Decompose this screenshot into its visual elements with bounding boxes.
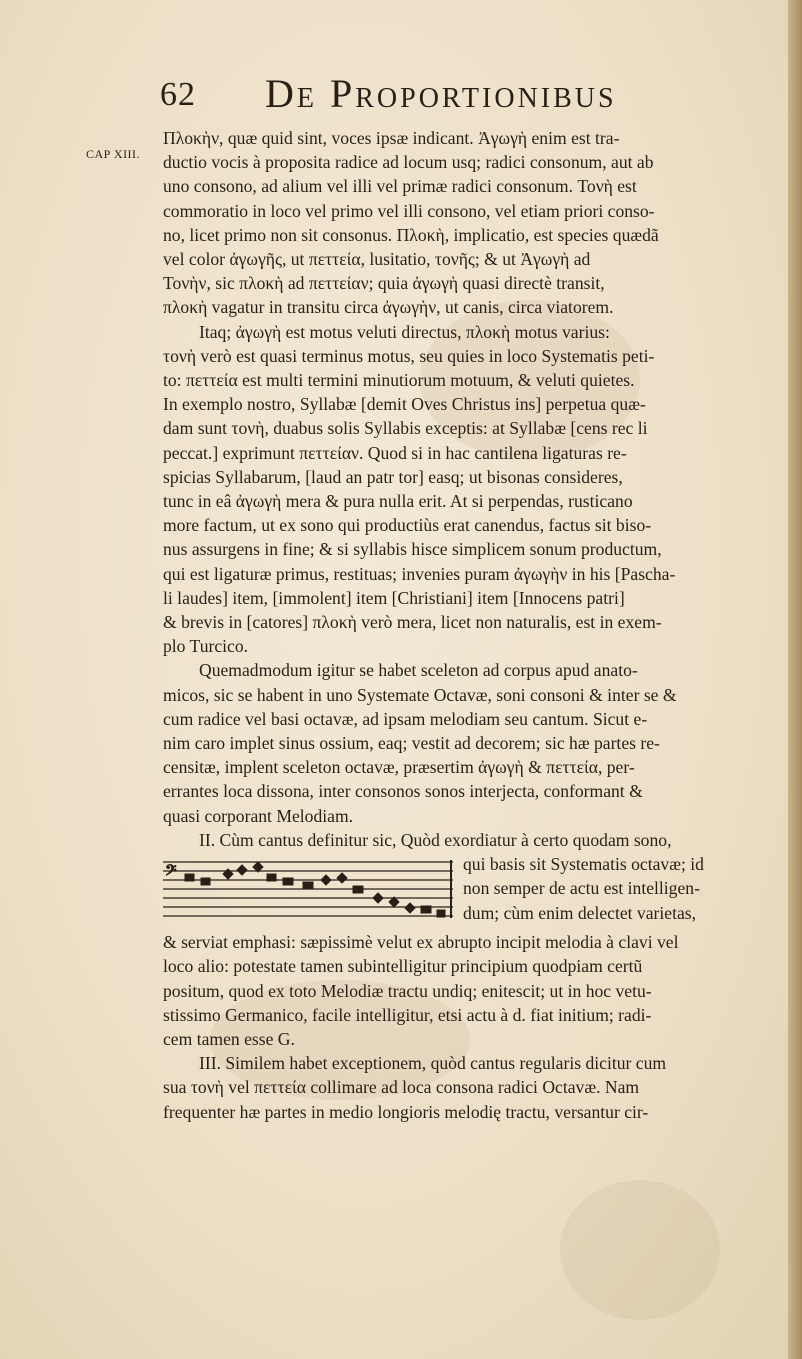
paragraphs-after-music	[163, 930, 768, 1124]
text-line: tunc in eâ ἀγωγὴ mera & pura nulla erit. At si perpendas, rusticano	[163, 491, 633, 512]
text-line: nus assurgens in fine; & si syllabis hisce simplicem sonum productum,	[163, 539, 662, 560]
text-line: li laudes] item, [immolent] item [Christiani] item [Innocens patri]	[163, 587, 625, 608]
text-line: censitæ, implent sceleton octavæ, præsertim ἀγωγὴ & πεττεία, per-	[163, 757, 635, 778]
paper-stain	[560, 1180, 720, 1320]
text-line: to: πεττεία est multi termini minutiorum motuum, & veluti quietes.	[163, 370, 635, 391]
text-line: ductio vocis à proposita radice ad locum usq; radici consonum, aut ab	[163, 152, 654, 173]
text-line: Quemadmodum igitur se habet sceleton ad corpus apud anato-	[199, 660, 638, 681]
music-example-row	[163, 852, 768, 930]
paragraph	[163, 320, 768, 659]
clef-glyph: 𝄢	[165, 862, 177, 884]
text-line: qui est ligaturæ primus, restituas; invenies puram ἀγωγὴν in his [Pascha-	[163, 563, 676, 584]
paragraph	[163, 930, 768, 1051]
text-line: more factum, ut ex sono qui productiùs erat canendus, factus sit biso-	[163, 515, 652, 536]
text-line: qui basis sit Systematis octavæ; id	[463, 854, 704, 875]
paragraph	[163, 828, 768, 852]
text-line: cum radice vel basi octavæ, ad ipsam melodiam seu cantum. Sicut e-	[163, 708, 648, 729]
text-line: III. Similem habet exceptionem, quòd cantus regularis dicitur cum	[199, 1053, 667, 1074]
text-line: errantes loca dissona, inter consonos sonos interjecta, conformant &	[163, 781, 643, 802]
text-line: spicias Syllabarum, [laud an patr tor] easq; ut bisonas consideres,	[163, 466, 623, 487]
text-line: commoratio in loco vel primo vel illi consono, vel etiam priori conso-	[163, 200, 655, 221]
paragraph	[163, 658, 768, 827]
text-line: Τονὴν, sic πλοκὴ ad πεττείαν; quia ἀγωγὴ quasi directè transit,	[163, 273, 605, 294]
chapter-marginal-label: CAP XIII.	[86, 147, 141, 161]
page-number: 62	[160, 76, 196, 113]
page-header	[160, 68, 720, 118]
text-line: no, licet primo non sit consonus. Πλοκὴ, implicatio, est species quædã	[163, 224, 659, 245]
music-staff-figure	[163, 856, 453, 920]
paragraph	[163, 126, 768, 320]
page-edge-shadow	[788, 0, 802, 1359]
body-text	[163, 126, 768, 1124]
text-line: peccat.] exprimunt πεττείαν. Quod si in hac cantilena ligaturas re-	[163, 442, 627, 463]
text-line: & brevis in [catores] πλοκὴ verò mera, licet non naturalis, est in exem-	[163, 612, 662, 633]
text-line: II. Cùm cantus definitur sic, Quòd exordiatur à certo quodam sono,	[199, 829, 672, 850]
text-line: nim caro implet sinus ossium, eaq; vestit ad decorem; sic hæ partes re-	[163, 733, 660, 754]
text-line: sua τονὴ vel πεττεία collimare ad loca consona radici Octavæ. Nam	[163, 1077, 640, 1098]
running-title: De Proportionibus	[265, 71, 617, 116]
text-line: loco alio: potestate tamen subintelligitur principium quodpiam certũ	[163, 956, 643, 977]
text-line: frequenter hæ partes in medio longioris melodię tractu, versantur cir-	[163, 1101, 649, 1122]
text-line: τονὴ verò est quasi terminus motus, seu quies in loco Systematis peti-	[163, 345, 655, 366]
text-line: plo Turcico.	[163, 636, 249, 657]
text-line: Itaq; ἀγωγὴ est motus veluti directus, πλοκὴ motus varius:	[199, 321, 610, 342]
text-line: positum, quod ex toto Melodiæ tractu undiq; enitescit; ut in hoc vetu-	[163, 980, 652, 1001]
text-line: vel color ἀγωγῆς, ut πεττεία, lusitatio, τονῆς; & ut Ἀγωγὴ ad	[163, 249, 591, 270]
text-line: micos, sic se habent in uno Systemate Octavæ, soni consoni & inter se &	[163, 684, 677, 705]
music-side-text	[463, 852, 768, 925]
text-line: cem tamen esse G.	[163, 1028, 295, 1049]
text-line: πλοκὴ vagatur in transitu circa ἀγωγὴν, ut canis, circa viatorem.	[163, 297, 614, 318]
text-line: quasi corporant Melodiam.	[163, 805, 354, 826]
text-line: uno consono, ad alium vel illi vel primæ radici consonum. Τονὴ est	[163, 176, 637, 197]
text-line: stissimo Germanico, facile intelligitur, etsi actu à d. fiat initium; radi-	[163, 1004, 652, 1025]
paragraphs-before-music	[163, 126, 768, 852]
text-line: dum; cùm enim delectet varietas,	[463, 902, 697, 923]
text-line: Πλοκὴν, quæ quid sint, voces ipsæ indicant. Ἀγωγὴ enim est tra-	[163, 128, 620, 148]
paragraph	[163, 1051, 768, 1124]
text-line: non semper de actu est intelligen-	[463, 878, 700, 899]
text-line: dam sunt τονὴ, duabus solis Syllabis exceptis: at Syllabæ [cens rec li	[163, 418, 648, 439]
text-line: In exemplo nostro, Syllabæ [demit Oves Christus ins] perpetua quæ-	[163, 394, 646, 415]
text-line: & serviat emphasi: sæpissimè velut ex abrupto incipit melodia à clavi vel	[163, 932, 679, 953]
